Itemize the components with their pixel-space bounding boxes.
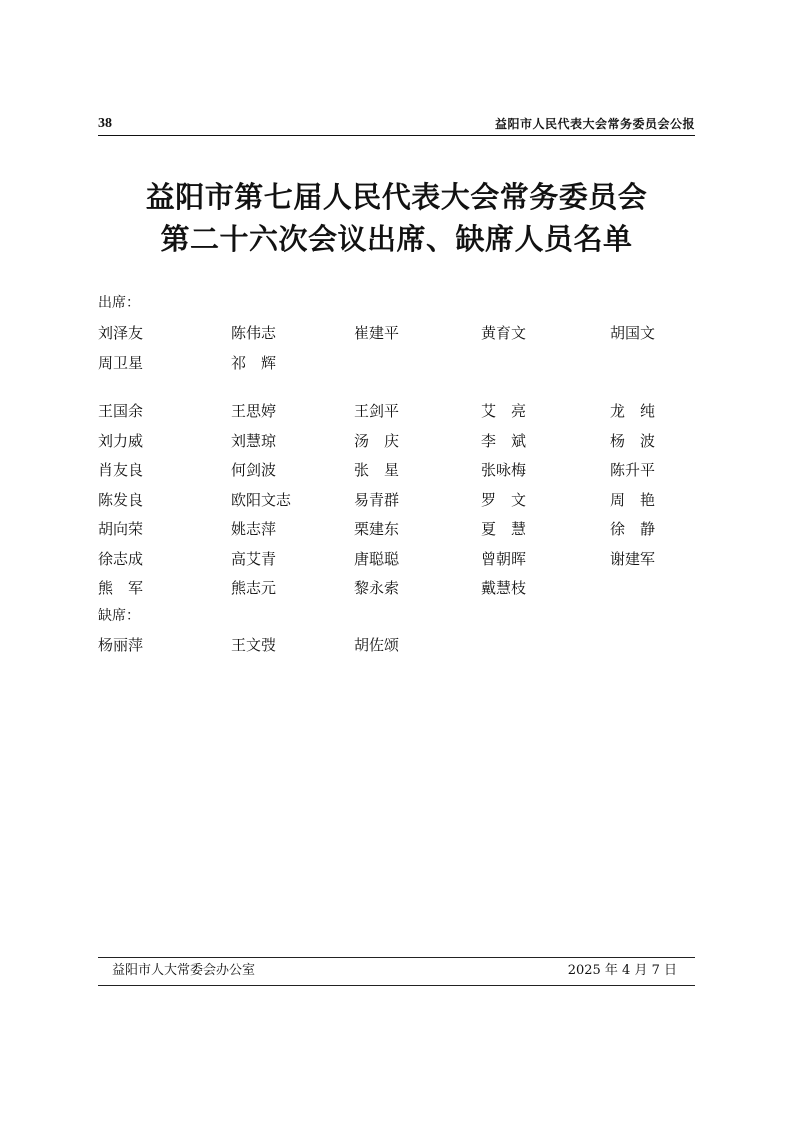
name-cell: 艾 亮 [481, 402, 527, 420]
absent-label: 缺席： [98, 608, 140, 624]
name-row [98, 489, 695, 519]
name-cell: 夏 慧 [481, 520, 527, 538]
title-line-1: 益阳市第七届人民代表大会常务委员会 [145, 180, 648, 214]
name-cell: 陈伟志 [231, 324, 277, 342]
name-cell: 张 星 [354, 461, 400, 479]
name-cell: 熊志元 [231, 579, 277, 597]
name-cell: 杨丽萍 [98, 636, 144, 654]
name-cell: 王思婷 [231, 402, 277, 420]
name-cell: 刘慧琼 [231, 431, 277, 450]
name-cell: 黎永索 [354, 579, 400, 597]
name-row [98, 459, 695, 489]
page-number: 38 [98, 116, 112, 131]
name-cell: 陈升平 [610, 461, 656, 479]
name-cell: 王剑平 [354, 402, 400, 420]
name-cell: 杨 波 [610, 431, 656, 450]
name-cell: 汤 庆 [354, 431, 400, 450]
name-row [98, 322, 695, 352]
name-row [98, 518, 695, 548]
name-cell: 胡佐颂 [354, 636, 400, 654]
absent-names [98, 634, 695, 664]
name-cell: 胡国文 [610, 324, 656, 342]
name-cell: 高艾青 [231, 549, 277, 568]
title-line-2: 第二十六次会议出席、缺席人员名单 [160, 222, 633, 256]
name-cell: 肖友良 [98, 461, 144, 479]
name-cell: 徐 静 [610, 520, 656, 538]
name-cell: 戴慧枝 [481, 579, 527, 597]
present-label: 出席： [98, 295, 140, 311]
name-cell: 张咏梅 [481, 461, 527, 479]
issuer: 益阳市人大常委会办公室 [112, 963, 256, 978]
name-cell: 黄育文 [481, 324, 527, 342]
name-row [98, 577, 695, 607]
page-header [98, 114, 695, 136]
journal-title: 益阳市人民代表大会常务委员会公报 [494, 117, 695, 131]
name-row [98, 634, 695, 664]
name-cell: 胡向荣 [98, 520, 144, 538]
name-cell: 何剑波 [231, 461, 277, 479]
name-cell: 栗建东 [354, 520, 400, 538]
name-cell: 姚志萍 [231, 520, 277, 538]
present-group-2 [98, 400, 695, 607]
name-cell: 龙 纯 [610, 402, 656, 420]
name-cell: 罗 文 [481, 490, 527, 509]
name-cell: 周 艳 [610, 490, 656, 509]
name-row [98, 548, 695, 578]
name-cell: 欧阳文志 [231, 490, 292, 509]
name-row [98, 352, 695, 382]
name-row [98, 400, 695, 430]
name-cell: 易青群 [354, 490, 400, 509]
name-cell: 周卫星 [98, 353, 144, 372]
name-cell: 曾朝晖 [481, 549, 527, 568]
name-cell: 徐志成 [98, 549, 144, 568]
present-group-1 [98, 322, 695, 381]
name-row [98, 430, 695, 460]
footer-rule-top [98, 957, 695, 958]
name-cell: 谢建军 [610, 549, 656, 568]
issue-date: 2025 年 4 月 7 日 [567, 963, 677, 978]
name-cell: 崔建平 [354, 324, 400, 342]
name-cell: 祁 辉 [231, 353, 277, 372]
name-cell: 熊 军 [98, 579, 144, 597]
name-cell: 刘力威 [98, 431, 144, 450]
name-cell: 王国余 [98, 402, 144, 420]
footer-rule-bottom [98, 985, 695, 986]
name-cell: 李 斌 [481, 431, 527, 450]
name-cell: 唐聪聪 [354, 549, 400, 568]
name-cell: 刘泽友 [98, 324, 144, 342]
header-rule [98, 135, 695, 136]
name-cell: 王文弢 [231, 636, 277, 654]
name-cell: 陈发良 [98, 490, 144, 509]
document-title [98, 176, 695, 260]
